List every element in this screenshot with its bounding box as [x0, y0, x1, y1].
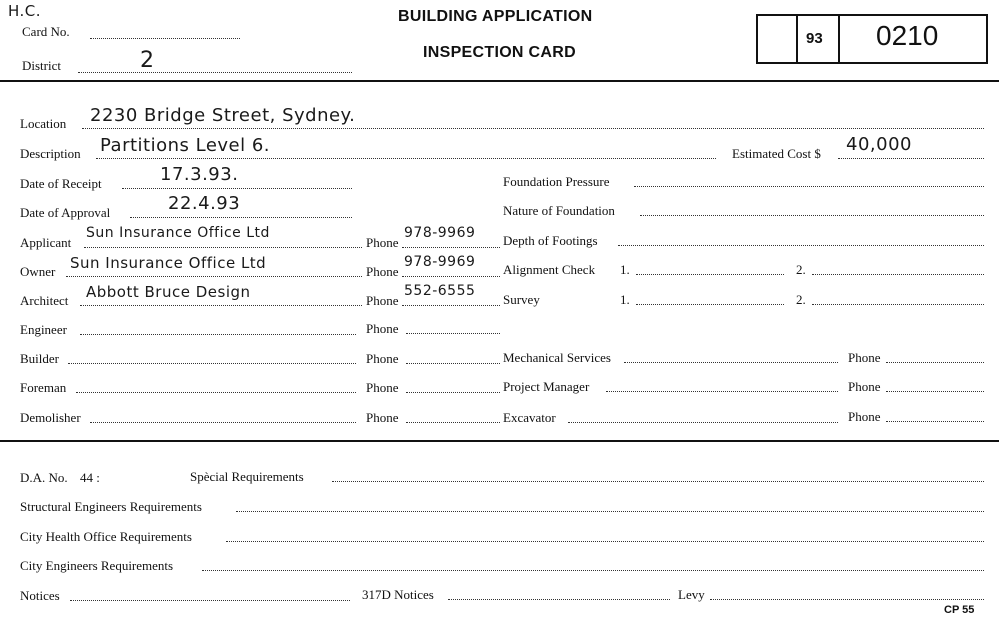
estimated-cost-line — [838, 158, 984, 159]
card-box-divider-1 — [796, 14, 798, 64]
project-manager-label: Project Manager — [503, 379, 590, 394]
foreman-line[interactable] — [76, 392, 356, 393]
survey-2-label: 2. — [796, 292, 806, 307]
owner-phone-value[interactable]: 978-9969 — [404, 254, 476, 270]
demolisher-line[interactable] — [90, 422, 356, 423]
applicant-label: Applicant — [20, 235, 72, 250]
structural-requirements-label: Structural Engineers Requirements — [20, 499, 202, 514]
card-no-label: Card No. — [22, 24, 70, 39]
district-label: District — [22, 58, 61, 73]
foreman-phone-label: Phone — [366, 380, 399, 395]
owner-phone-line — [402, 276, 500, 277]
alignment-check-2-line[interactable] — [812, 274, 984, 275]
depth-footings-line[interactable] — [618, 245, 984, 246]
mechanical-phone-line[interactable] — [886, 362, 984, 363]
demolisher-label: Demolisher — [20, 410, 81, 425]
da-no-label: D.A. No. — [20, 470, 68, 485]
engineer-label: Engineer — [20, 322, 67, 337]
description-line — [96, 158, 716, 159]
project-manager-phone-line[interactable] — [886, 391, 984, 392]
date-receipt-label: Date of Receipt — [20, 176, 102, 191]
date-receipt-value[interactable]: 17.3.93. — [160, 164, 239, 185]
excavator-phone-line[interactable] — [886, 421, 984, 422]
owner-label: Owner — [20, 264, 56, 279]
city-engineers-line[interactable] — [202, 570, 984, 571]
form-code: CP 55 — [944, 604, 975, 616]
hc-note: H.C. — [8, 2, 42, 20]
notices-line[interactable] — [70, 600, 350, 601]
district-line — [78, 72, 352, 73]
special-requirements-line[interactable] — [332, 481, 984, 482]
engineer-line[interactable] — [80, 334, 356, 335]
architect-phone-label: Phone — [366, 293, 399, 308]
architect-line — [80, 305, 362, 306]
foreman-phone-line[interactable] — [406, 392, 500, 393]
notices-317d-label: 317D Notices — [362, 587, 434, 602]
excavator-line[interactable] — [568, 422, 838, 423]
mechanical-phone-label: Phone — [848, 350, 881, 365]
demolisher-phone-label: Phone — [366, 410, 399, 425]
owner-phone-label: Phone — [366, 264, 399, 279]
owner-value[interactable]: Sun Insurance Office Ltd — [70, 254, 267, 272]
city-engineers-label: City Engineers Requirements — [20, 558, 174, 573]
card-number-box — [756, 14, 988, 64]
survey-1-label: 1. — [620, 292, 630, 307]
builder-line[interactable] — [68, 363, 356, 364]
alignment-check-1-line[interactable] — [636, 274, 784, 275]
builder-phone-line[interactable] — [406, 363, 500, 364]
foundation-pressure-line[interactable] — [634, 186, 984, 187]
alignment-check-label: Alignment Check — [503, 262, 596, 277]
owner-line — [66, 276, 362, 277]
demolisher-phone-line[interactable] — [406, 422, 500, 423]
architect-phone-line — [402, 305, 500, 306]
foreman-label: Foreman — [20, 380, 67, 395]
alignment-check-1-label: 1. — [620, 262, 630, 277]
applicant-line — [84, 247, 362, 248]
location-line — [82, 128, 984, 129]
date-approval-label: Date of Approval — [20, 205, 111, 220]
notices-317d-line[interactable] — [448, 599, 670, 600]
header-rule — [0, 80, 999, 82]
engineer-phone-line[interactable] — [406, 333, 500, 334]
architect-phone-value[interactable]: 552-6555 — [404, 283, 476, 299]
structural-requirements-line[interactable] — [236, 511, 984, 512]
description-label: Description — [20, 146, 81, 161]
da-no-value: 44 : — [80, 470, 100, 485]
project-manager-line[interactable] — [606, 391, 838, 392]
description-value[interactable]: Partitions Level 6. — [100, 135, 271, 156]
health-requirements-label: City Health Office Requirements — [20, 529, 192, 544]
architect-label: Architect — [20, 293, 69, 308]
card-prefix: 93 — [806, 30, 823, 47]
applicant-phone-label: Phone — [366, 235, 399, 250]
mechanical-services-label: Mechanical Services — [503, 350, 611, 365]
alignment-check-2-label: 2. — [796, 262, 806, 277]
estimated-cost-value[interactable]: 40,000 — [846, 134, 912, 155]
applicant-phone-line — [402, 247, 500, 248]
engineer-phone-label: Phone — [366, 321, 399, 336]
form-title-line1: BUILDING APPLICATION — [398, 8, 593, 25]
district-value[interactable]: 2 — [140, 48, 155, 73]
date-approval-line — [130, 217, 352, 218]
special-requirements-label: Spècial Requirements — [190, 469, 304, 484]
form-title-line2: INSPECTION CARD — [423, 44, 576, 61]
survey-label: Survey — [503, 292, 540, 307]
levy-label: Levy — [678, 587, 705, 602]
survey-2-line[interactable] — [812, 304, 984, 305]
depth-footings-label: Depth of Footings — [503, 233, 598, 248]
foundation-pressure-label: Foundation Pressure — [503, 174, 610, 189]
excavator-phone-label: Phone — [848, 409, 881, 424]
notices-label: Notices — [20, 588, 60, 603]
mechanical-services-line[interactable] — [624, 362, 838, 363]
levy-line[interactable] — [710, 599, 984, 600]
architect-value[interactable]: Abbott Bruce Design — [86, 283, 251, 301]
location-label: Location — [20, 116, 67, 131]
applicant-value[interactable]: Sun Insurance Office Ltd — [86, 225, 270, 241]
date-approval-value[interactable]: 22.4.93 — [168, 193, 241, 214]
health-requirements-line[interactable] — [226, 541, 984, 542]
card-number: 0210 — [876, 20, 939, 51]
project-manager-phone-label: Phone — [848, 379, 881, 394]
applicant-phone-value[interactable]: 978-9969 — [404, 225, 476, 241]
builder-label: Builder — [20, 351, 59, 366]
card-box-divider-2 — [838, 14, 840, 64]
excavator-label: Excavator — [503, 410, 556, 425]
date-receipt-line — [122, 188, 352, 189]
section-rule — [0, 440, 999, 442]
survey-1-line[interactable] — [636, 304, 784, 305]
location-value[interactable]: 2230 Bridge Street, Sydney. — [90, 105, 356, 126]
estimated-cost-label: Estimated Cost $ — [732, 146, 821, 161]
card-no-line[interactable] — [90, 38, 240, 39]
nature-foundation-label: Nature of Foundation — [503, 203, 615, 218]
nature-foundation-line[interactable] — [640, 215, 984, 216]
builder-phone-label: Phone — [366, 351, 399, 366]
